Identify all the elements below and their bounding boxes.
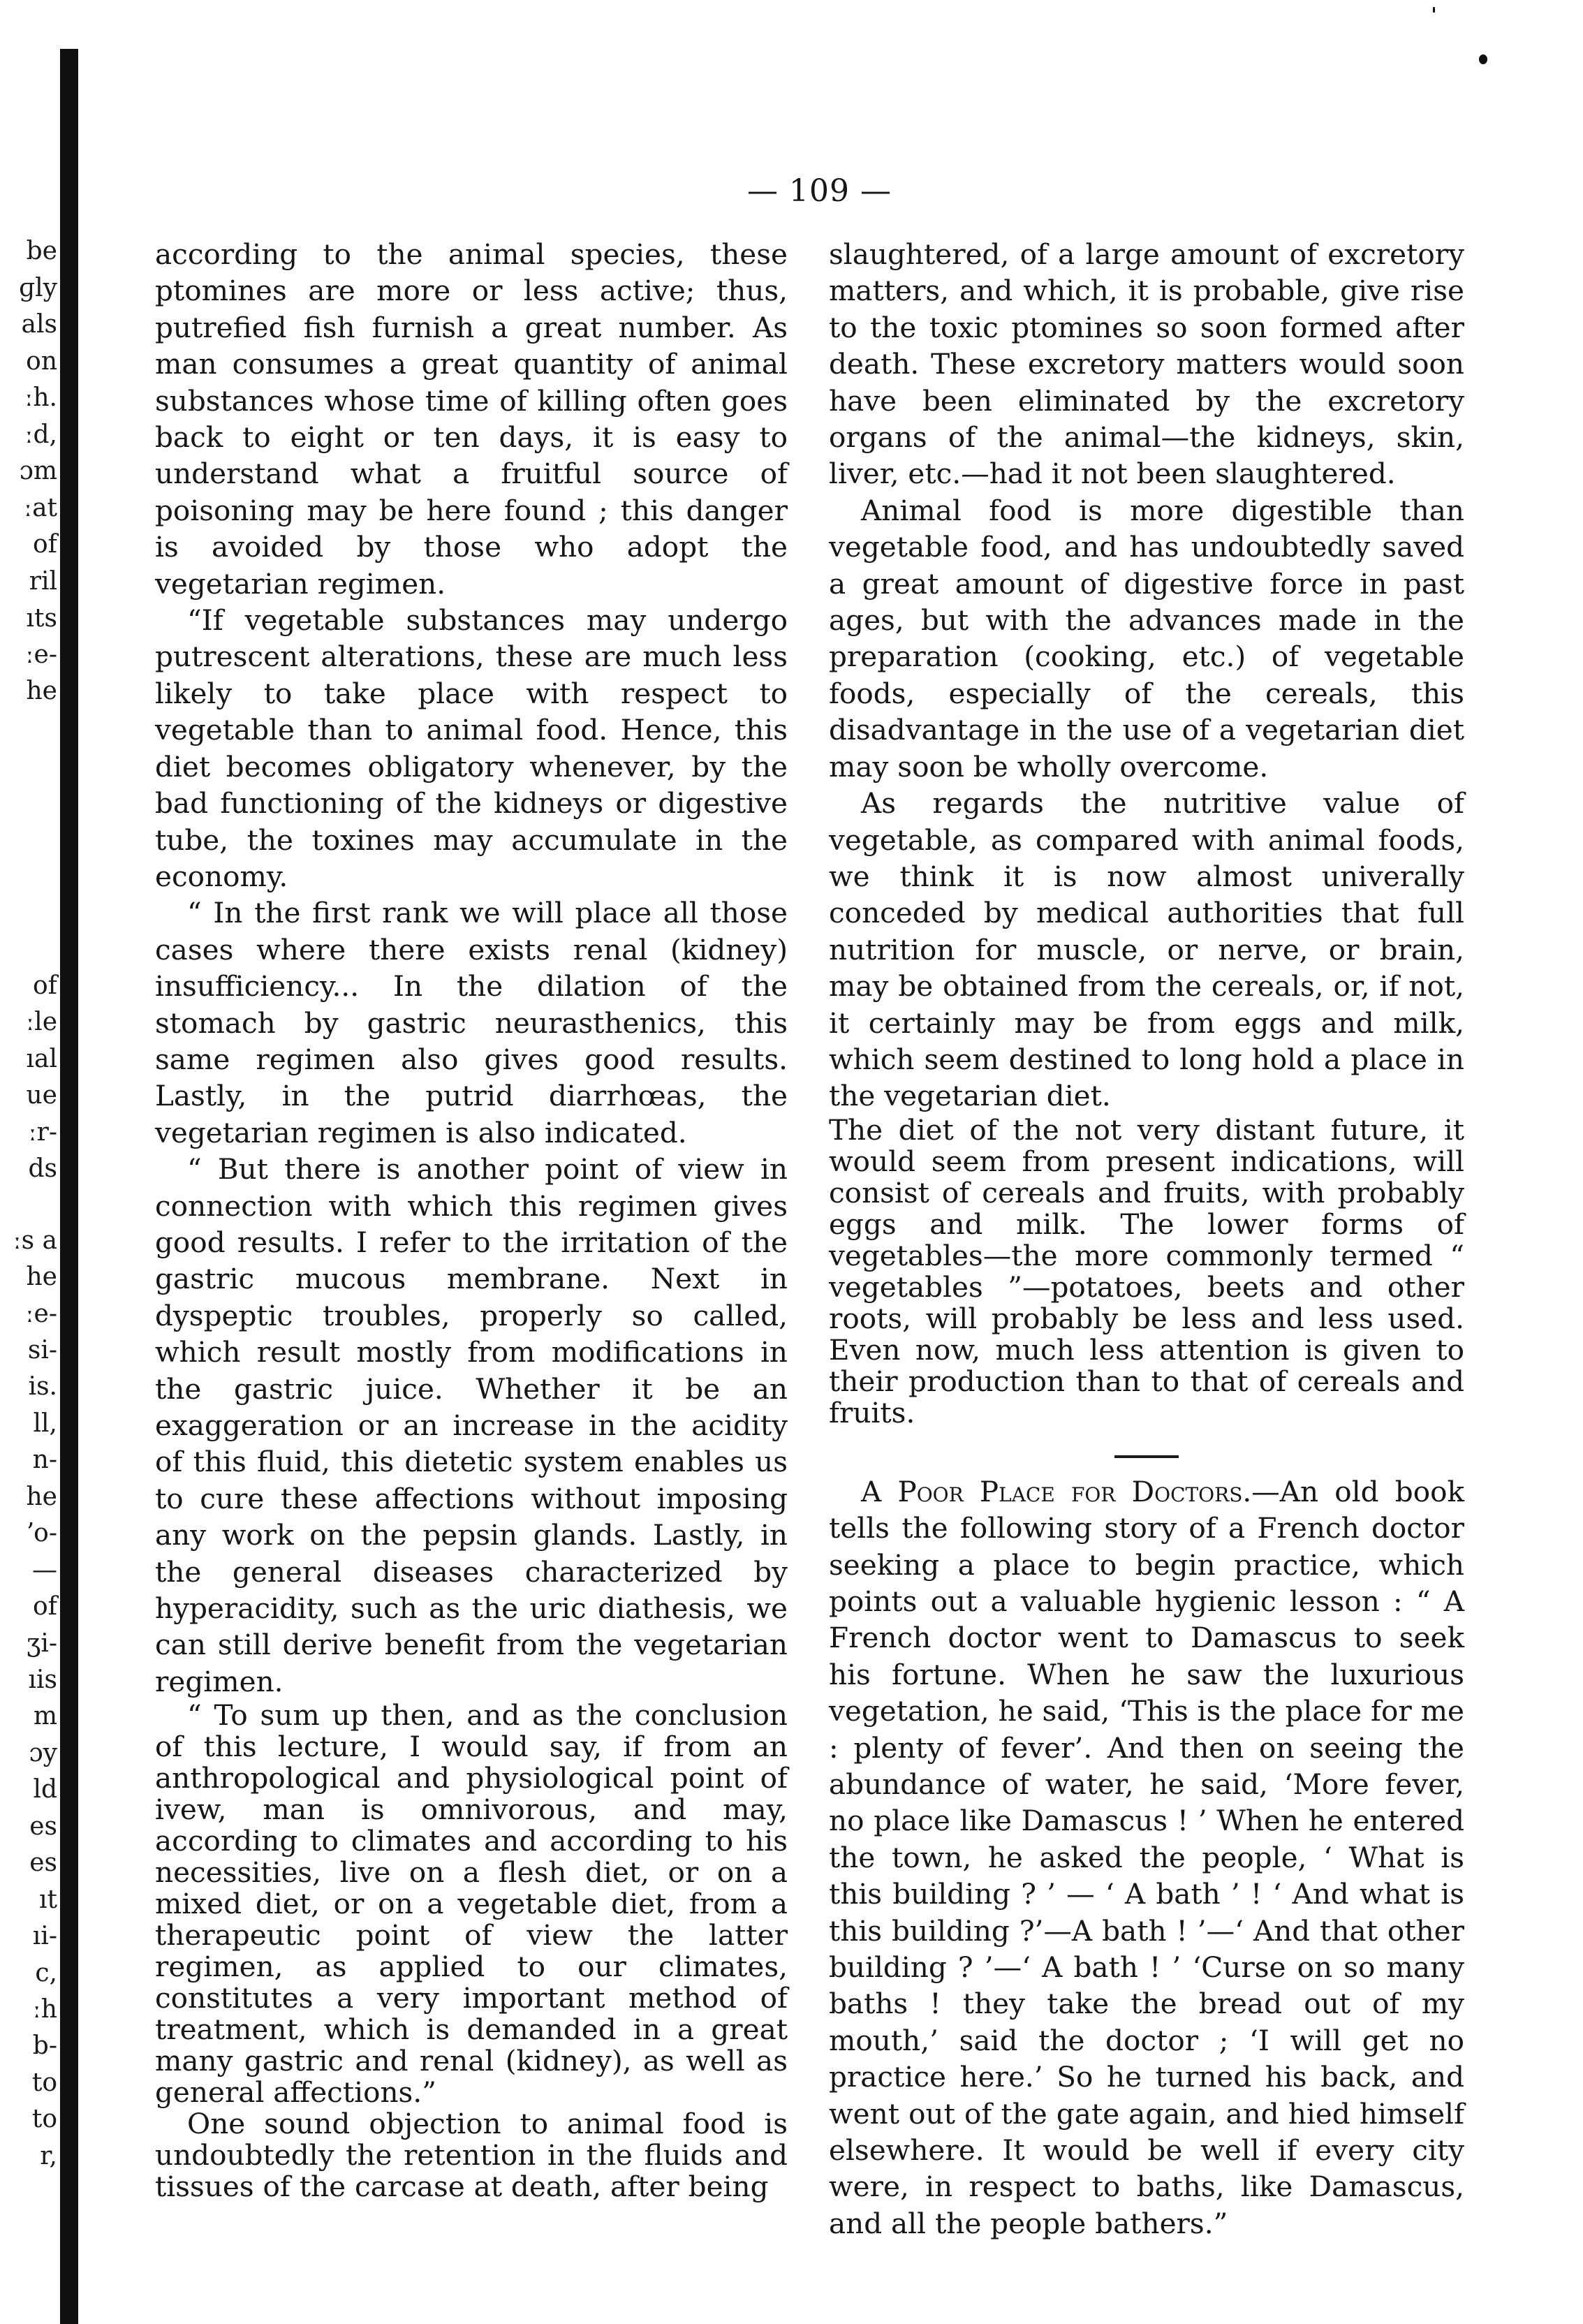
margin-fragment: ıt [39,1885,57,1914]
paragraph: “ But there is another point of view in connection with which this regimen gives good results. I refer to the irritation of the gastric mucous membrane. Next in dyspeptic troubles, properly so called, which result mostly from modifications in the gastric juice. Whether it be an exaggeration or an increase in the acidity of this fluid, this dietetic system enables us to cure these affections without imposing any work on the pepsin glands. Lastly, in the general diseases characterized by hyperacidity, such as the uric diathesis, we can still derive benefit from the vegetarian regimen. [155,1152,788,1698]
margin-fragment: b- [32,2031,57,2060]
margin-fragment: ıi- [32,1922,57,1950]
margin-fragment: ıis [28,1665,57,1694]
margin-fragment: he [26,677,57,705]
margin-fragment: he [26,1263,57,1291]
previous-page-margin [0,0,60,2324]
article-body: —An old book tells the following story of a French doctor seeking a place to begin practice, which points out a valuable hygienic lesson : “ A French doctor went to Damascus to seek his fortune. When he saw the luxurious vegetation, he said, ‘This is the place for me : plenty of fever’. And then on seeing the abundance of water, he said, ‘More fever, no place like Damascus ! ’ When he entered the town, he asked the people, ‘ What is this building ? ’ — ‘ A bath ’ ! ‘ And what is this building ?’—A bath ! ’—‘ And that other building ? ’—‘ A bath ! ’ ‘Curse on so many baths ! they take the bread out of my mouth,’ said the doctor ; ‘I will get no practice here.’ So he turned his back, and went out of the gate again, and hied himself elsewhere. It would be well if every city were, in respect to baths, like Damascus, and all the people bathers.” [829,1474,1465,2240]
margin-fragment: ːh [32,1995,57,2024]
margin-fragment: ːs a [13,1226,57,1255]
paragraph: “ In the first rank we will place all those cases where there exists renal (kidney) insufficiency... In the dilation of the stomach by gastric neurasthenics, this same regimen also gives good results. Lastly, in the putrid diarrhœas, the vegetarian regimen is also indicated. [155,896,788,1149]
margin-fragment: to [31,2068,57,2097]
left-column [155,236,788,2202]
margin-fragment: ːh. [24,383,57,412]
margin-fragment: ɡly [19,274,57,302]
paragraph: The diet of the not very distant future, it would seem from present indications, will consist of cereals and fruits, with probably eggs and milk. The lower forms of vegetables—the more commonly termed “ vegetables ”—potatoes, beets and other roots, will probably be less and less used. Even now, much less attention is given to their production than to that of cereals and fruits. [829,1112,1464,1429]
page-number: — 109 — [747,173,892,209]
right-column [829,236,1464,2242]
margin-fragment: m [33,1702,57,1730]
margin-fragment: be [26,237,57,265]
ink-speck [1433,7,1435,13]
margin-fragment: ːe- [25,640,57,669]
binding-edge [60,49,78,2324]
margin-fragment: es [29,1812,57,1841]
margin-fragment: ril [29,567,57,596]
margin-fragment: es [29,1848,57,1877]
section-divider [1114,1455,1179,1458]
margin-fragment: ːe- [25,1300,57,1328]
paragraph: slaughtered, of a large amount of excretory matters, and which, it is probable, give rise to the toxic ptomines so soon formed after death. These excretory matters would soon have been eliminated by the excretory organs of the animal—the kidneys, skin, liver, etc.—had it not been slaughtered. [829,237,1464,491]
article-paragraph [829,1473,1464,2242]
margin-fragment: r, [40,2142,57,2170]
margin-fragment: ːle [26,1008,57,1036]
paragraph: “ To sum up then, and as the conclusion of this lecture, I would say, if from an anthropological and physiological point of ivew, man is omnivorous, and may, according to climates and according to his necessities, live on a flesh diet, or on a mixed diet, or on a vegetable diet, from a therapeutic point of view the latter regimen, as applied to our climates, constitutes a very important method of treatment, which is demanded in a great many gastric and renal (kidney), as well as general affections.” [155,1698,788,2110]
paragraph: As regards the nutritive value of vegetable, as compared with animal foods, we think it is now almost univerally conceded by medical authorities that full nutrition for muscle, or nerve, or brain, may be obtained from the cereals, or, if not, it certainly may be from eggs and milk, which seem destined to long hold a place in the vegetarian diet. [829,786,1464,1113]
margin-fragment: of [33,971,57,1000]
article-title: A Poor Place for Doctors. [861,1474,1252,1508]
margin-fragment: ʒi- [27,1629,57,1658]
ink-speck [1479,54,1487,64]
paragraph: “If vegetable substances may undergo putrescent alterations, these are much less likely to take place with respect to vegetable than to animal food. Hence, this diet becomes obligatory whenever, by the bad functioning of the kidneys or digestive tube, the toxines may accumulate in the economy. [155,603,788,893]
margin-fragment: ll, [33,1409,57,1438]
margin-fragment: ue [26,1081,57,1110]
margin-fragment: n- [32,1446,57,1474]
margin-fragment: ːd, [24,420,57,449]
margin-fragment: of [33,530,57,559]
margin-fragment: ʼo- [25,1519,57,1547]
paragraph: One sound objection to animal food is undoubtedly the retention in the fluids and tissues of the carcase at death, after being [155,2107,788,2204]
paragraph: according to the animal species, these ptomines are more or less active; thus, putrefied fish furnish a great number. As man consumes a great quantity of animal substances whose time of killing often goes back to eight or ten days, it is easy to understand what a fruitful source of poisoning may be here found ; this danger is avoided by those who adopt the vegetarian regimen. [155,237,788,601]
margin-fragment: ːat [23,494,57,522]
margin-fragment: ds [28,1154,57,1183]
margin-fragment: ıal [26,1045,57,1073]
margin-fragment: to [31,2105,57,2133]
margin-fragment: si- [27,1336,57,1365]
margin-fragment: on [26,347,57,376]
margin-fragment: is. [28,1372,57,1401]
margin-fragment: ɔy [29,1739,57,1767]
margin-fragment: als [21,310,57,339]
margin-fragment: ıts [26,604,57,633]
margin-fragment: — [32,1556,57,1584]
margin-fragment: ɔm [19,457,57,485]
margin-fragment: of [33,1592,57,1621]
paragraph: Animal food is more digestible than vegetable food, and has undoubtedly saved a great amount of digestive force in past ages, but with the advances made in the preparation (cooking, etc.) of vegetable foods, especially of the cereals, this disadvantage in the use of a vegetarian diet may soon be wholly overcome. [829,493,1464,784]
margin-fragment: c, [35,1959,57,1987]
margin-fragment: he [26,1483,57,1511]
margin-fragment: ːr- [28,1118,57,1147]
margin-fragment: ld [33,1775,57,1804]
